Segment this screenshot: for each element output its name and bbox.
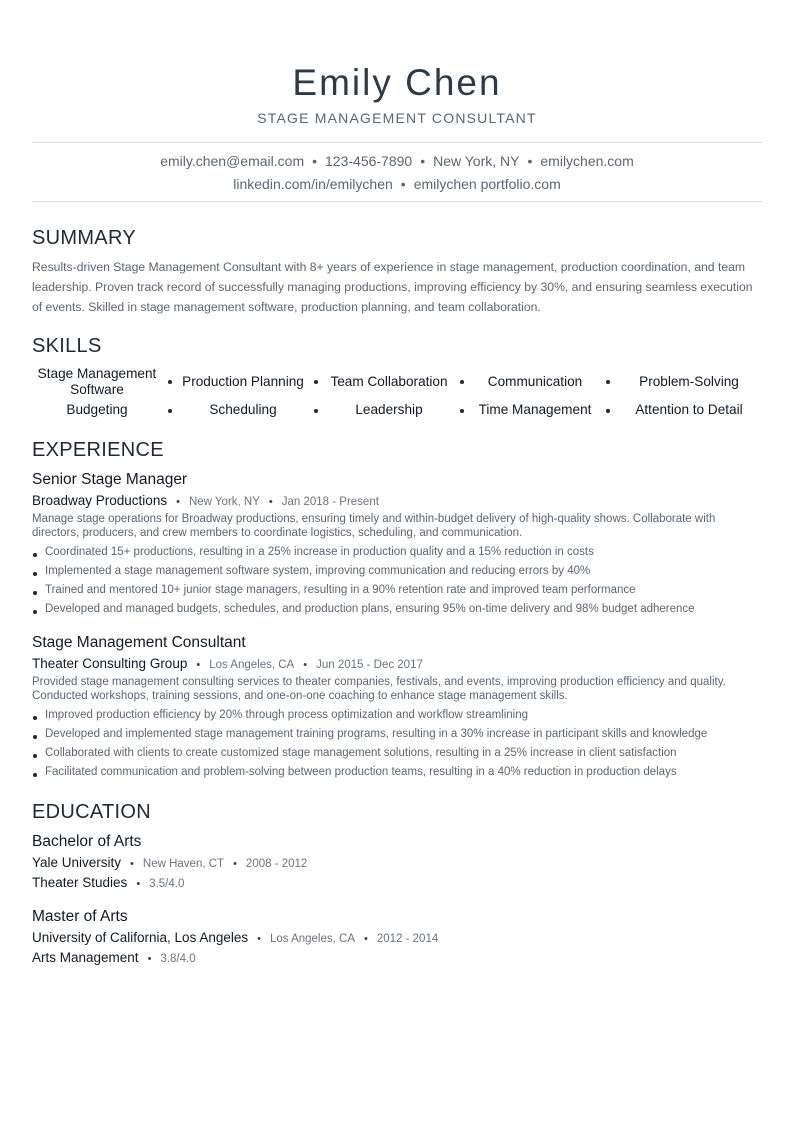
job-description: Provided stage management consulting services to theater companies, festivals, and events, improving production efficiency and quality. Conducted workshops, training sessions, and one-on-one coaching to enhance stage management skills.	[32, 676, 726, 702]
skills-heading: SKILLS	[32, 335, 102, 357]
achievement-item: Improved production efficiency by 20% through process optimization and workflow streamlining	[32, 707, 762, 726]
meta-separator: •	[268, 496, 273, 508]
skill-separator-dot	[606, 380, 610, 384]
education-field-meta	[32, 950, 196, 965]
skill-item: Attention to Detail	[635, 402, 743, 417]
candidate-name: Emily Chen	[292, 62, 502, 103]
contact-separator: •	[527, 153, 533, 169]
job-title: Stage Management Consultant	[32, 634, 246, 651]
job-company: Broadway Productions	[32, 493, 168, 508]
school-location: Los Angeles, CA	[269, 933, 355, 945]
skill-separator-dot	[460, 409, 464, 413]
skill-item: Time Management	[478, 402, 592, 417]
education-meta	[32, 930, 438, 945]
education-field-meta	[32, 875, 184, 890]
achievement-item: Developed and managed budgets, schedules, and production plans, ensuring 95% on-time delivery and 98% budget adherence	[32, 601, 762, 620]
skill-separator-dot	[168, 409, 172, 413]
achievement-item: Developed and implemented stage management training programs, resulting in a 30% increase in participant skills and knowledge	[32, 726, 762, 745]
achievement-item: Collaborated with clients to create customized stage management solutions, resulting in a 25% increase in client satisfaction	[32, 745, 762, 764]
gpa: 3.8/4.0	[160, 953, 196, 965]
contact-line-2	[32, 176, 762, 192]
meta-separator: •	[257, 933, 261, 945]
skills-row	[32, 366, 762, 398]
meta-separator: •	[196, 659, 201, 671]
achievement-item: Trained and mentored 10+ junior stage managers, resulting in a 90% retention rate and improved team performance	[32, 582, 762, 601]
header-divider-bottom	[32, 201, 762, 202]
contact-email[interactable]: emily.chen@email.com	[160, 153, 305, 169]
contact-linkedin[interactable]: linkedin.com/in/emilychen	[233, 176, 393, 192]
meta-separator: •	[147, 953, 152, 965]
skills-row	[32, 402, 762, 434]
skill-item: Problem-Solving	[639, 374, 739, 389]
job-location: Los Angeles, CA	[209, 659, 295, 671]
job-achievements	[32, 707, 762, 783]
education-meta	[32, 855, 307, 870]
achievement-item: Implemented a stage management software system, improving communication and reducing errors by 40%	[32, 563, 762, 582]
meta-separator: •	[364, 933, 368, 945]
skill-separator-dot	[168, 380, 172, 384]
contact-phone[interactable]: 123-456-7890	[325, 153, 413, 169]
summary-text: Results-driven Stage Management Consultant with 8+ years of experience in stage management, production coordination, and team leadership. Proven track record of successfully managing productions, improving efficiency by 30%, and ensuring seamless execution of events. Skilled in stage management software, production planning, and team collaboration.	[32, 260, 753, 314]
skill-item: Leadership	[355, 402, 423, 417]
contact-location: New York, NY	[433, 153, 520, 169]
skill-separator-dot	[460, 380, 464, 384]
job-dates: Jun 2015 - Dec 2017	[316, 659, 423, 671]
skill-item: Scheduling	[209, 402, 277, 417]
field-of-study: Arts Management	[32, 950, 139, 965]
job-description: Manage stage operations for Broadway productions, ensuring timely and within-budget delivery of high-quality shows. Collaborate with directors, producers, and crew members to coordinate logistics, scheduling, and communication.	[32, 513, 716, 539]
degree-title: Bachelor of Arts	[32, 833, 142, 850]
school-name: Yale University	[32, 855, 122, 870]
meta-separator: •	[136, 878, 141, 890]
job-company: Theater Consulting Group	[32, 656, 188, 671]
education-heading: EDUCATION	[32, 801, 151, 823]
skill-item: Communication	[487, 374, 583, 389]
job-meta	[32, 656, 423, 671]
meta-separator: •	[233, 858, 237, 870]
contact-line-1	[32, 153, 762, 169]
job-meta	[32, 493, 379, 508]
skill-separator-dot	[606, 409, 610, 413]
field-of-study: Theater Studies	[32, 875, 128, 890]
contact-separator: •	[312, 153, 318, 169]
header-divider-top	[32, 142, 762, 143]
job-title: Senior Stage Manager	[32, 471, 188, 488]
job-dates: Jan 2018 - Present	[281, 496, 379, 508]
meta-separator: •	[176, 496, 180, 508]
contact-separator: •	[400, 176, 406, 192]
candidate-title: STAGE MANAGEMENT CONSULTANT	[257, 110, 537, 126]
contact-website[interactable]: emilychen.com	[540, 153, 634, 169]
skill-separator-dot	[314, 380, 318, 384]
contact-separator: •	[420, 153, 426, 169]
skill-item: Budgeting	[66, 402, 128, 417]
job-achievements	[32, 544, 762, 620]
achievement-item: Facilitated communication and problem-solving between production teams, resulting in a 40% reduction in production delays	[32, 764, 762, 783]
degree-title: Master of Arts	[32, 908, 128, 925]
summary-heading: SUMMARY	[32, 227, 136, 249]
skill-item: Team Collaboration	[330, 374, 448, 389]
school-dates: 2012 - 2014	[376, 933, 439, 945]
meta-separator: •	[130, 858, 134, 870]
contact-portfolio[interactable]: emilychen portfolio.com	[413, 176, 561, 192]
school-dates: 2008 - 2012	[245, 858, 308, 870]
skill-item: Production Planning	[182, 374, 304, 389]
school-name: University of California, Los Angeles	[32, 930, 249, 945]
job-location: New York, NY	[188, 496, 260, 508]
achievement-item: Coordinated 15+ productions, resulting in a 25% increase in production quality and a 15% reduction in costs	[32, 544, 762, 563]
gpa: 3.5/4.0	[149, 878, 185, 890]
meta-separator: •	[303, 659, 308, 671]
skill-item: Stage Management Software	[37, 366, 157, 397]
skill-separator-dot	[314, 409, 318, 413]
school-location: New Haven, CT	[142, 858, 225, 870]
experience-heading: EXPERIENCE	[32, 439, 164, 461]
